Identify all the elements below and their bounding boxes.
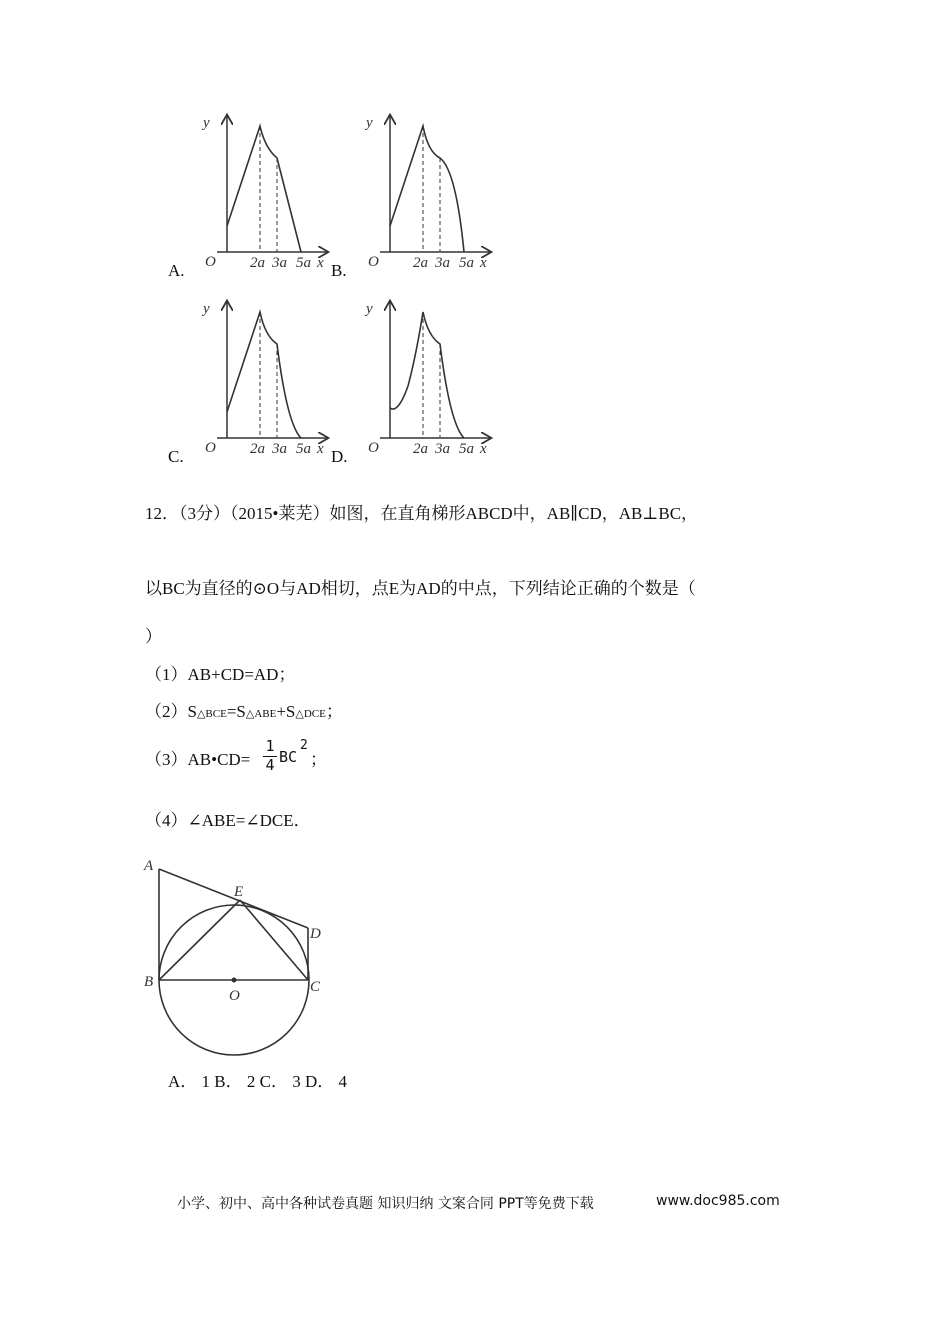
tick-label: 5a [296,255,311,270]
question-12-line3: ） [145,627,162,646]
statement-2-plus: +S [276,702,296,721]
graph-a [195,110,335,270]
footer-url[interactable]: www.doc985.com [656,1193,780,1209]
fraction-denominator: 4 [265,756,275,774]
graph-c [195,296,335,456]
tick-label: 5a [296,441,311,456]
tick-label: 5a [459,441,474,456]
statement-2-end: ； [325,702,343,721]
point-e-label: E [234,884,244,900]
point-d-label: D [310,926,321,942]
origin-label: O [205,440,216,456]
question-12-line2: 以BC为直径的⊙O与AD相切，点E为AD的中点，下列结论正确的个数是（ [145,579,696,598]
graph-d [358,296,498,456]
fraction-numerator: 1 [265,737,275,755]
option-label-a: A. [168,261,185,280]
tick-label: 3a [435,255,450,270]
tick-label: 5a [459,255,474,270]
statement-2-s: S [187,702,197,721]
tick-label: 2a [413,255,428,270]
y-axis-label: y [203,301,210,317]
x-axis-label: x [317,441,324,456]
graph-b [358,110,498,270]
answer-options: A． 1 B． 2 C． 3 D． 4 [168,1072,347,1091]
statement-2-prefix: （2） [145,702,188,721]
statement-2-sub2: △ABE [245,708,277,720]
origin-label: O [205,254,216,270]
statement-2-eq: =S [226,702,246,721]
option-label-c: C. [168,447,184,466]
statement-3-end: ； [310,750,327,769]
statement-2-sub1: △BCE [196,708,227,720]
origin-label: O [368,440,379,456]
statement-3-var: BC [279,748,298,766]
y-axis-label: y [203,115,210,131]
point-a-label: A [144,858,154,874]
footer-text: 小学、初中、高中各种试卷真题 知识归纳 文案合同 PPT等免费下载 [177,1196,594,1212]
y-axis-label: y [366,115,373,131]
option-label-d: D. [331,447,348,466]
statement-3-prefix: （3）AB•CD= [145,750,251,769]
tick-label: 2a [250,255,265,270]
tick-label: 2a [413,441,428,456]
tick-label: 3a [272,441,287,456]
x-axis-label: x [480,255,487,270]
statement-3-exponent: 2 [300,738,308,753]
x-axis-label: x [480,441,487,456]
point-b-label: B [144,974,154,990]
origin-label: O [368,254,379,270]
x-axis-label: x [317,255,324,270]
option-label-b: B. [331,261,347,280]
fraction-one-quarter [263,738,277,773]
geometry-figure [140,852,340,1062]
y-axis-label: y [366,301,373,317]
question-12-line1: 12．（3分）（2015•莱芜）如图，在直角梯形ABCD中，AB∥CD，AB⊥BC， [145,504,699,523]
statement-4: （4）∠ABE=∠DCE． [145,811,311,830]
point-c-label: C [310,979,321,995]
tick-label: 3a [435,441,450,456]
tick-label: 3a [272,255,287,270]
statement-2-sub3: △DCE [295,708,326,720]
statement-1: （1）AB+CD=AD； [145,665,296,684]
statement-2 [145,701,343,725]
tick-label: 2a [250,441,265,456]
point-o-label: O [229,988,240,1004]
